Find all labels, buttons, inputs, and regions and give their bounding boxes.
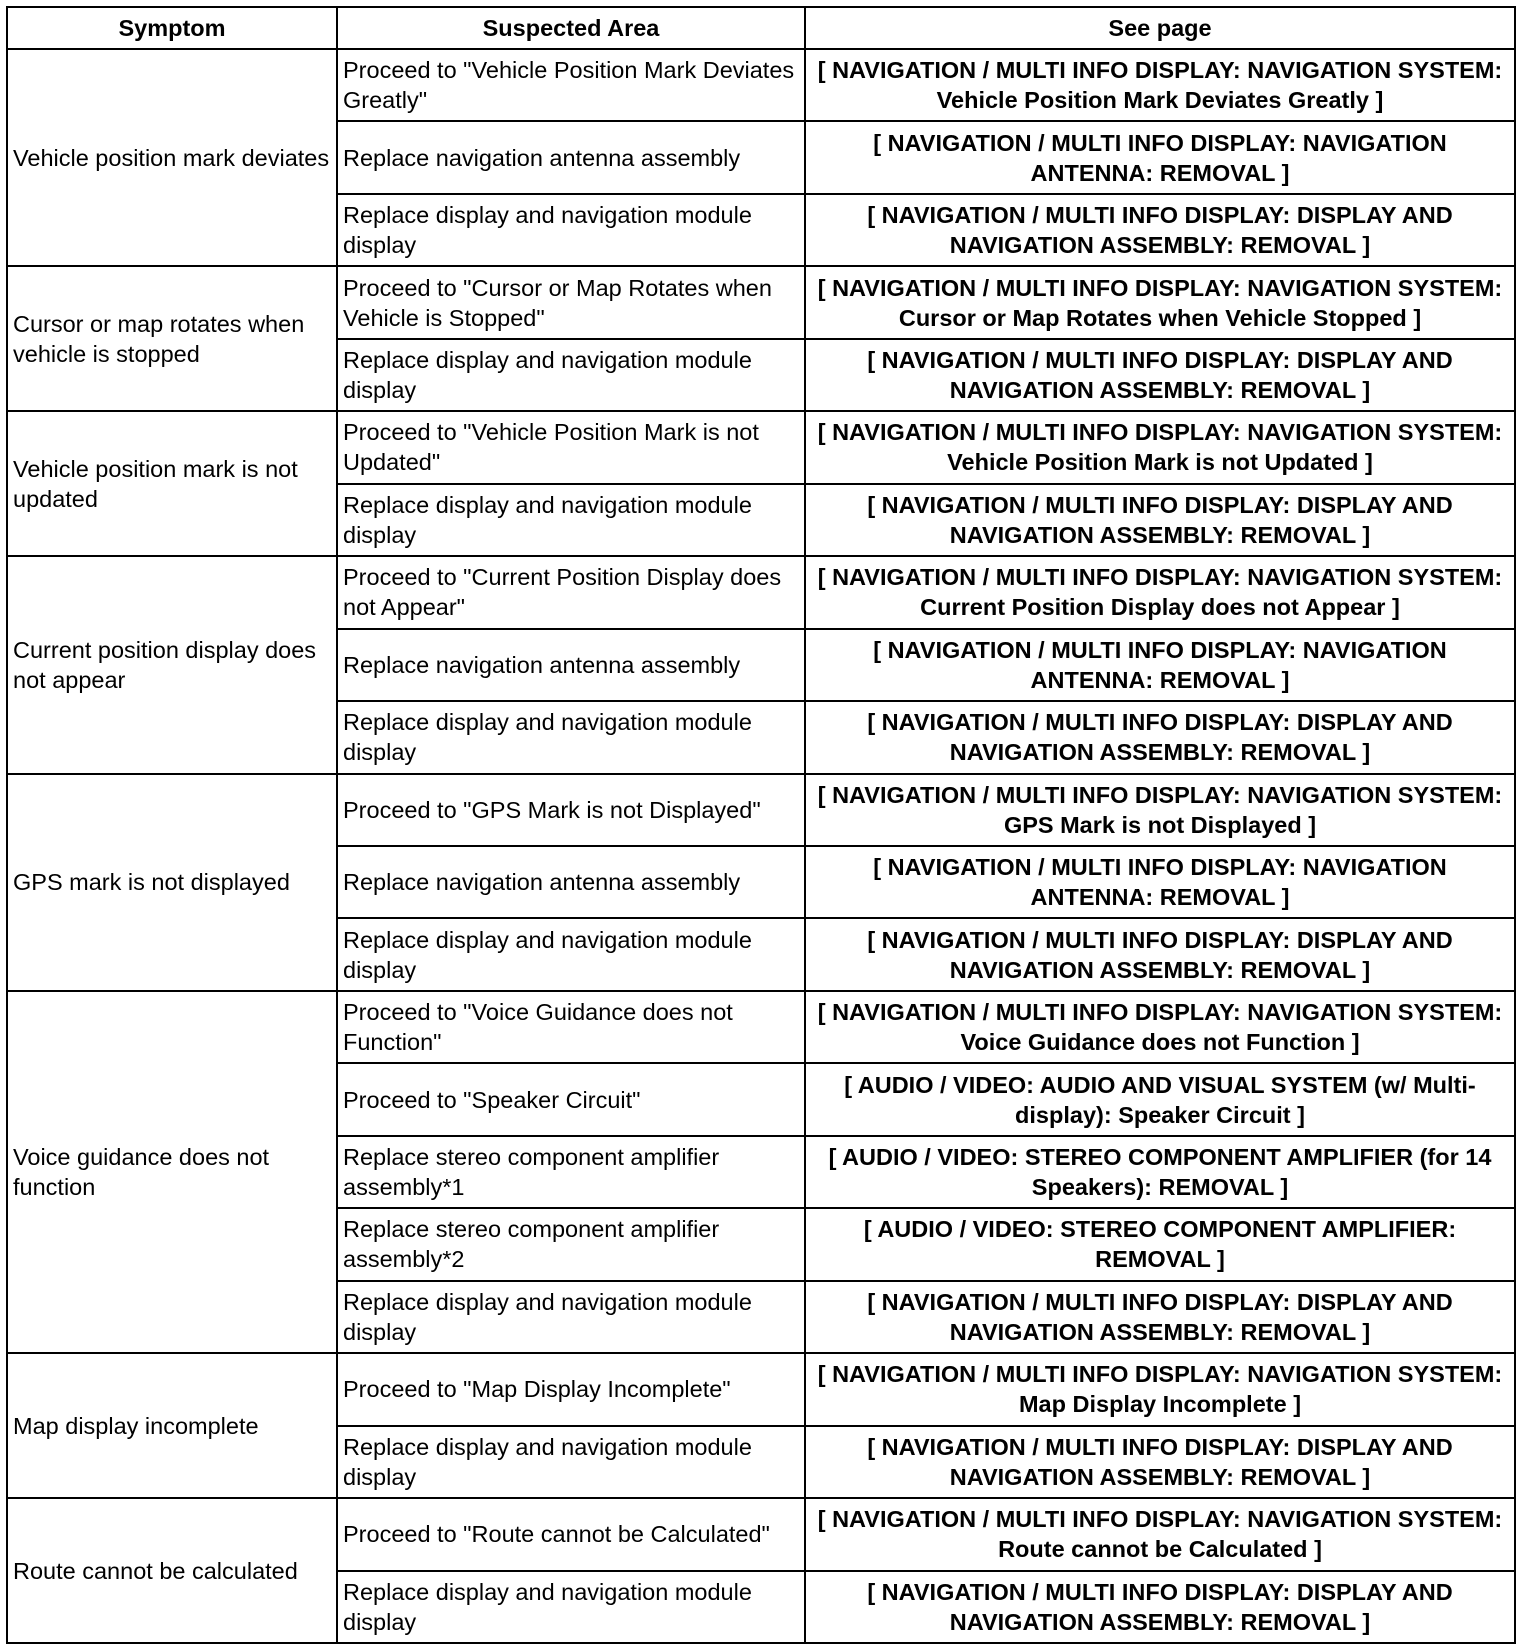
header-symptom: Symptom: [7, 7, 337, 49]
symptom-cell: Cursor or map rotates when vehicle is stopped: [7, 266, 337, 411]
suspected-area-cell: Replace stereo component amplifier assembly*2: [337, 1208, 805, 1280]
symptom-cell: Route cannot be calculated: [7, 1498, 337, 1643]
suspected-area-cell: Replace display and navigation module display: [337, 1281, 805, 1353]
suspected-area-cell: Proceed to "Vehicle Position Mark Deviates Greatly": [337, 49, 805, 121]
see-page-link[interactable]: [ NAVIGATION / MULTI INFO DISPLAY: DISPLAY AND NAVIGATION ASSEMBLY: REMOVAL ]: [805, 1426, 1515, 1498]
see-page-link[interactable]: [ NAVIGATION / MULTI INFO DISPLAY: DISPLAY AND NAVIGATION ASSEMBLY: REMOVAL ]: [805, 1281, 1515, 1353]
see-page-link[interactable]: [ NAVIGATION / MULTI INFO DISPLAY: NAVIGATION SYSTEM: Map Display Incomplete ]: [805, 1353, 1515, 1425]
see-page-link[interactable]: [ AUDIO / VIDEO: STEREO COMPONENT AMPLIFIER: REMOVAL ]: [805, 1208, 1515, 1280]
symptom-cell: Vehicle position mark deviates: [7, 49, 337, 266]
suspected-area-cell: Replace stereo component amplifier assembly*1: [337, 1136, 805, 1208]
suspected-area-cell: Replace display and navigation module display: [337, 918, 805, 990]
see-page-link[interactable]: [ NAVIGATION / MULTI INFO DISPLAY: DISPLAY AND NAVIGATION ASSEMBLY: REMOVAL ]: [805, 339, 1515, 411]
suspected-area-cell: Proceed to "Voice Guidance does not Function": [337, 991, 805, 1063]
suspected-area-cell: Proceed to "Current Position Display does not Appear": [337, 556, 805, 628]
table-row: [7, 266, 1515, 338]
see-page-link[interactable]: [ NAVIGATION / MULTI INFO DISPLAY: NAVIGATION ANTENNA: REMOVAL ]: [805, 629, 1515, 701]
see-page-link[interactable]: [ NAVIGATION / MULTI INFO DISPLAY: DISPLAY AND NAVIGATION ASSEMBLY: REMOVAL ]: [805, 918, 1515, 990]
see-page-link[interactable]: [ NAVIGATION / MULTI INFO DISPLAY: NAVIGATION SYSTEM: Vehicle Position Mark is not Updated ]: [805, 411, 1515, 483]
suspected-area-cell: Replace display and navigation module display: [337, 701, 805, 773]
header-suspected-area: Suspected Area: [337, 7, 805, 49]
see-page-link[interactable]: [ NAVIGATION / MULTI INFO DISPLAY: NAVIGATION SYSTEM: Route cannot be Calculated ]: [805, 1498, 1515, 1570]
see-page-link[interactable]: [ NAVIGATION / MULTI INFO DISPLAY: NAVIGATION ANTENNA: REMOVAL ]: [805, 846, 1515, 918]
see-page-link[interactable]: [ NAVIGATION / MULTI INFO DISPLAY: NAVIGATION SYSTEM: Cursor or Map Rotates when Vehicle Stopped ]: [805, 266, 1515, 338]
suspected-area-cell: Proceed to "Speaker Circuit": [337, 1063, 805, 1135]
symptom-cell: Map display incomplete: [7, 1353, 337, 1498]
table-row: [7, 991, 1515, 1063]
see-page-link[interactable]: [ AUDIO / VIDEO: AUDIO AND VISUAL SYSTEM (w/ Multi-display): Speaker Circuit ]: [805, 1063, 1515, 1135]
see-page-link[interactable]: [ NAVIGATION / MULTI INFO DISPLAY: NAVIGATION SYSTEM: Vehicle Position Mark Deviates Greatly ]: [805, 49, 1515, 121]
suspected-area-cell: Replace navigation antenna assembly: [337, 629, 805, 701]
table-row: [7, 556, 1515, 628]
suspected-area-cell: Replace display and navigation module display: [337, 1426, 805, 1498]
table-row: [7, 1498, 1515, 1570]
table-row: [7, 411, 1515, 483]
table-row: [7, 49, 1515, 121]
suspected-area-cell: Replace display and navigation module display: [337, 339, 805, 411]
symptom-cell: Vehicle position mark is not updated: [7, 411, 337, 556]
see-page-link[interactable]: [ NAVIGATION / MULTI INFO DISPLAY: DISPLAY AND NAVIGATION ASSEMBLY: REMOVAL ]: [805, 484, 1515, 556]
see-page-link[interactable]: [ NAVIGATION / MULTI INFO DISPLAY: NAVIGATION SYSTEM: Current Position Display does not Appear ]: [805, 556, 1515, 628]
see-page-link[interactable]: [ AUDIO / VIDEO: STEREO COMPONENT AMPLIFIER (for 14 Speakers): REMOVAL ]: [805, 1136, 1515, 1208]
table-row: [7, 774, 1515, 846]
see-page-link[interactable]: [ NAVIGATION / MULTI INFO DISPLAY: DISPLAY AND NAVIGATION ASSEMBLY: REMOVAL ]: [805, 701, 1515, 773]
see-page-link[interactable]: [ NAVIGATION / MULTI INFO DISPLAY: NAVIGATION ANTENNA: REMOVAL ]: [805, 121, 1515, 193]
table-row: [7, 1353, 1515, 1425]
symptom-cell: Current position display does not appear: [7, 556, 337, 773]
symptom-cell: Voice guidance does not function: [7, 991, 337, 1353]
suspected-area-cell: Replace navigation antenna assembly: [337, 846, 805, 918]
suspected-area-cell: Proceed to "Map Display Incomplete": [337, 1353, 805, 1425]
see-page-link[interactable]: [ NAVIGATION / MULTI INFO DISPLAY: DISPLAY AND NAVIGATION ASSEMBLY: REMOVAL ]: [805, 1571, 1515, 1643]
suspected-area-cell: Proceed to "Cursor or Map Rotates when Vehicle is Stopped": [337, 266, 805, 338]
suspected-area-cell: Replace display and navigation module display: [337, 194, 805, 266]
suspected-area-cell: Replace display and navigation module display: [337, 484, 805, 556]
troubleshooting-table: [6, 6, 1516, 1644]
suspected-area-cell: Proceed to "Vehicle Position Mark is not Updated": [337, 411, 805, 483]
symptom-cell: GPS mark is not displayed: [7, 774, 337, 991]
suspected-area-cell: Replace display and navigation module display: [337, 1571, 805, 1643]
see-page-link[interactable]: [ NAVIGATION / MULTI INFO DISPLAY: DISPLAY AND NAVIGATION ASSEMBLY: REMOVAL ]: [805, 194, 1515, 266]
header-see-page: See page: [805, 7, 1515, 49]
suspected-area-cell: Proceed to "GPS Mark is not Displayed": [337, 774, 805, 846]
table-body: [7, 49, 1515, 1643]
see-page-link[interactable]: [ NAVIGATION / MULTI INFO DISPLAY: NAVIGATION SYSTEM: Voice Guidance does not Function ]: [805, 991, 1515, 1063]
header-row: [7, 7, 1515, 49]
suspected-area-cell: Proceed to "Route cannot be Calculated": [337, 1498, 805, 1570]
see-page-link[interactable]: [ NAVIGATION / MULTI INFO DISPLAY: NAVIGATION SYSTEM: GPS Mark is not Displayed ]: [805, 774, 1515, 846]
suspected-area-cell: Replace navigation antenna assembly: [337, 121, 805, 193]
